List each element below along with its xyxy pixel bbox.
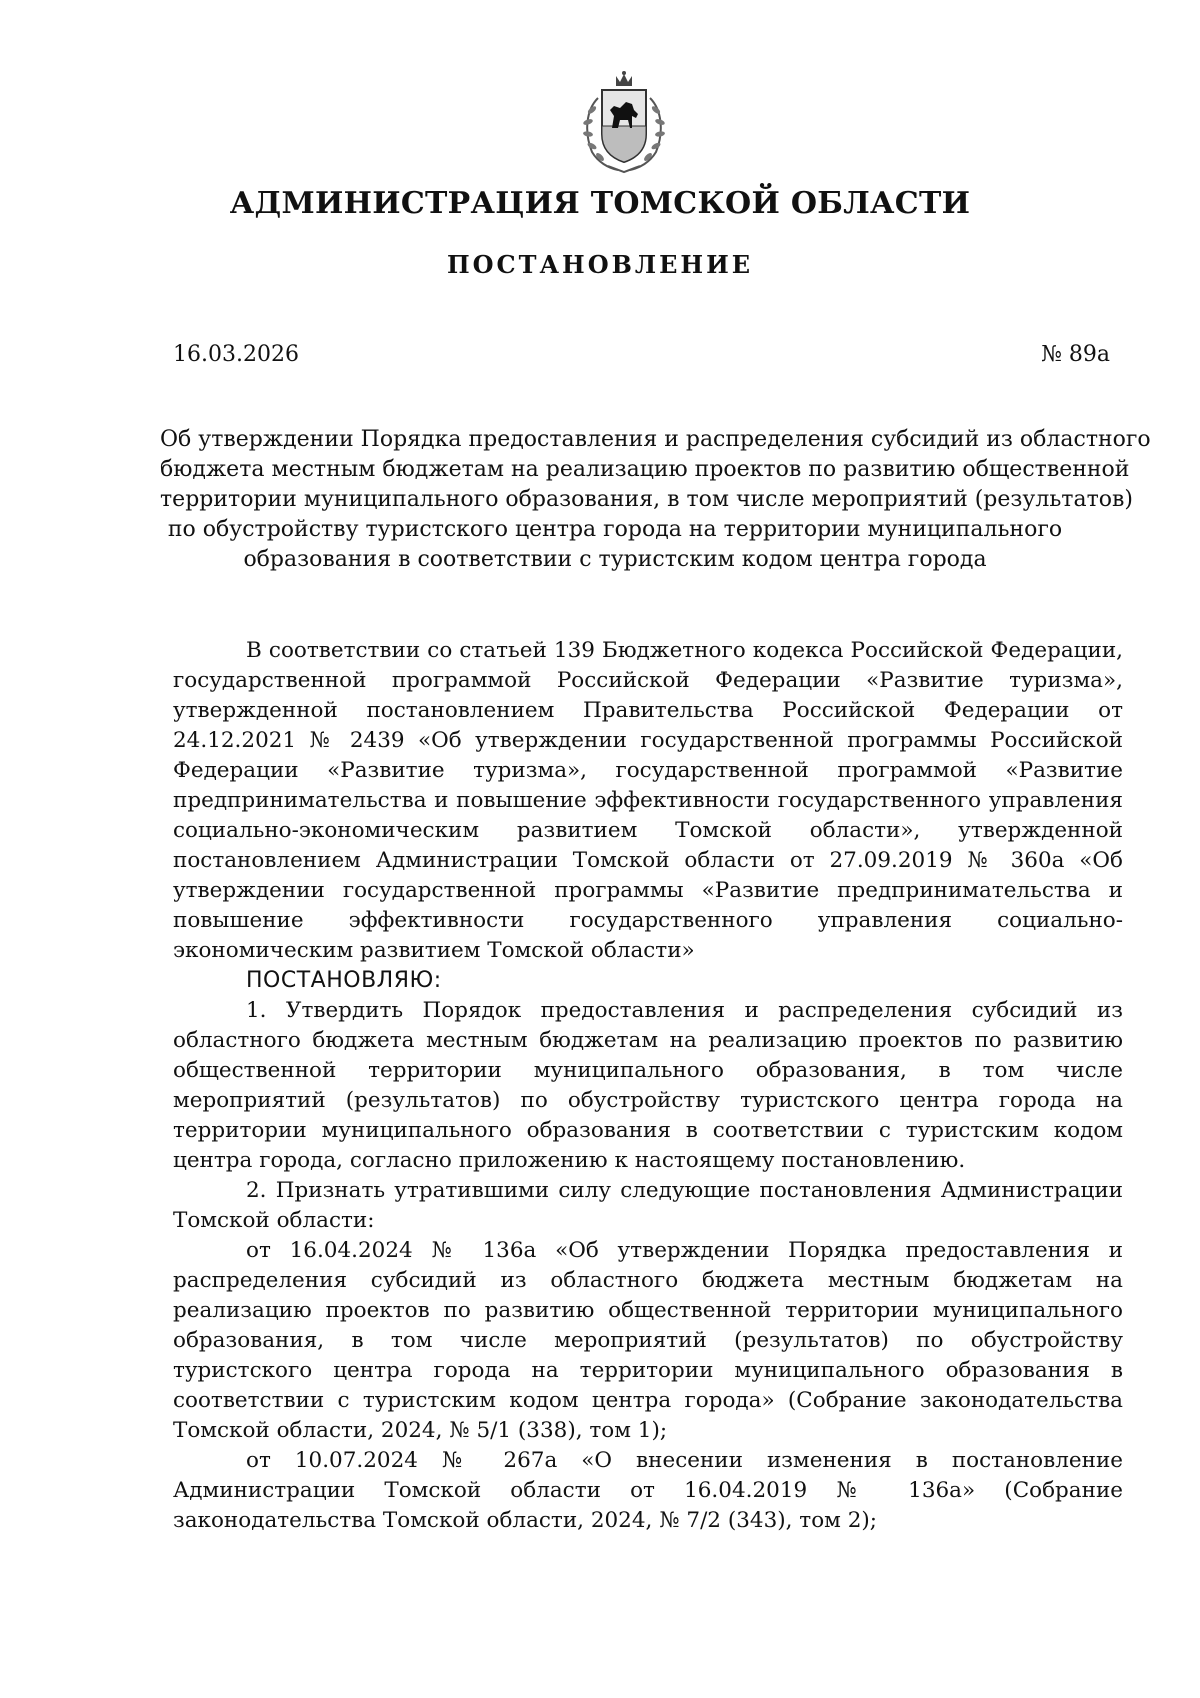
- document-date: 16.03.2026: [173, 342, 299, 367]
- document-type: ПОСТАНОВЛЕНИЕ: [446, 250, 754, 279]
- item-2-intro-paragraph: 2. Признать утратившими силу следующие постановления Администрации Томской области:: [173, 1178, 1123, 1233]
- document-number: № 89а: [1041, 342, 1110, 367]
- preamble-paragraph: В соответствии со статьей 139 Бюджетного кодекса Российской Федерации, государственной программой Российской Федерации «Развитие туризма», утвержденной постановлением Правительства Российской Федерации от 24.12.2021 № 2439 «Об утверждении государственной программы Российской Федерации «Развитие туризма», государственной программой «Развитие предпринимательства и повышение эффективности государственного управления социально-экономическим развитием Томской области», утвержденной постановлением Администрации Томской области от 27.09.2019 № 360а «Об утверждении государственной программы «Развитие предпринимательства и повышение эффективности государственного управления социально-экономическим развитием Томской области»: [173, 638, 1123, 963]
- item-2-sub-1-paragraph: от 16.04.2024 № 136а «Об утверждении Порядка предоставления и распределения субсидий из областного бюджета местным бюджетам на реализацию проектов по развитию общественной территории муниципального образования, в том числе мероприятий (результатов) по обустройству туристского центра города на территории муниципального образования в соответствии с туристским кодом центра города» (Собрание законодательства Томской области, 2024, № 5/1 (338), том 1);: [173, 1238, 1123, 1443]
- decree-word: ПОСТАНОВЛЯЮ:: [246, 968, 442, 993]
- item-2-sub-2-paragraph: от 10.07.2024 № 267а «О внесении изменения в постановление Администрации Томской области от 16.04.2019 № 136а» (Собрание законодательства Томской области, 2024, № 7/2 (343), том 2);: [173, 1448, 1123, 1533]
- title-line: Об утверждении Порядка предоставления и распределения субсидий из областного: [160, 427, 1151, 452]
- coat-of-arms-icon: [578, 70, 670, 176]
- organization-name: АДМИНИСТРАЦИЯ ТОМСКОЙ ОБЛАСТИ: [229, 186, 971, 221]
- title-line: бюджета местным бюджетам на реализацию проектов по развитию общественной: [160, 457, 1130, 482]
- document-title: [160, 425, 1151, 575]
- title-line: по обустройству туристского центра города на территории муниципального: [167, 517, 1063, 542]
- title-line: территории муниципального образования, в том числе мероприятий (результатов): [160, 487, 1133, 512]
- item-1-paragraph: 1. Утвердить Порядок предоставления и распределения субсидий из областного бюджета местным бюджетам на реализацию проектов по развитию общественной территории муниципального образования, в том числе мероприятий (результатов) по обустройству туристского центра города на территории муниципального образования в соответствии с туристским кодом центра города, согласно приложению к настоящему постановлению.: [173, 998, 1123, 1173]
- document-body: [173, 636, 1123, 1536]
- title-line: образования в соответствии с туристским кодом центра города: [243, 547, 987, 572]
